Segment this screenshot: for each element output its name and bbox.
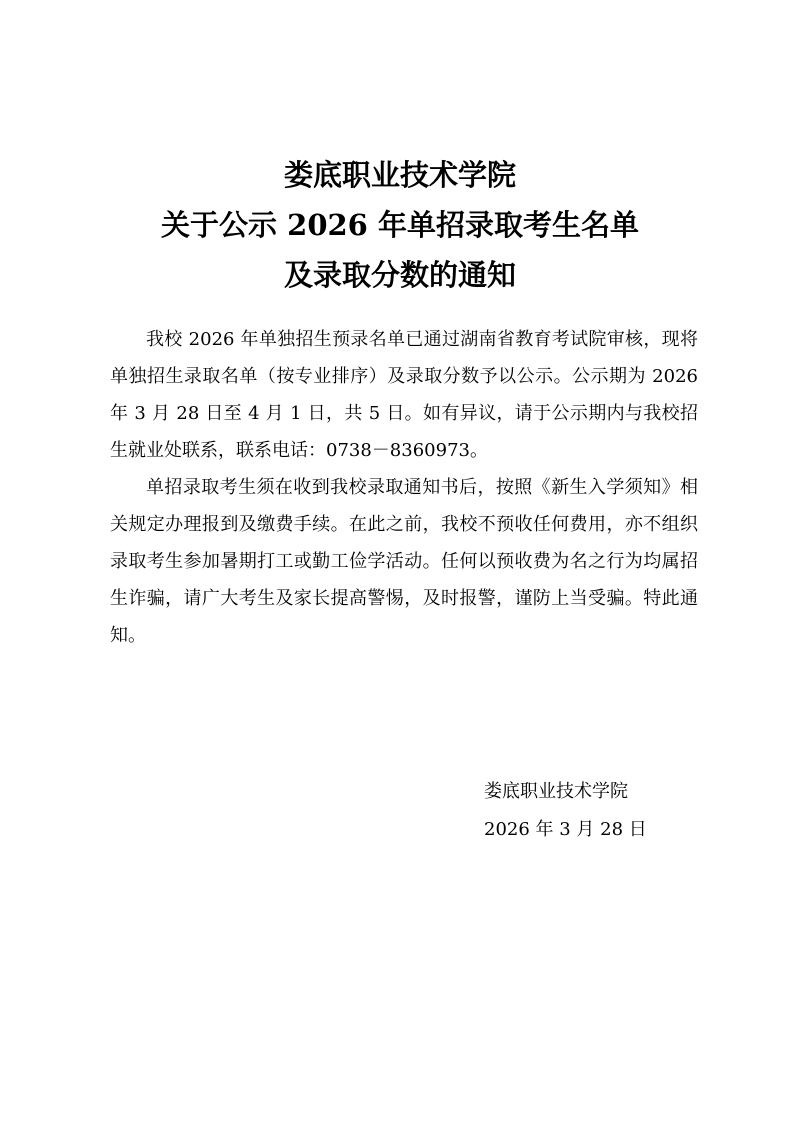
- paragraph-1: 我校 2026 年单独招生预录名单已通过湖南省教育考试院审核，现将单独招生录取名单（按专业排序）及录取分数予以公示。公示期为 2026 年 3 月 28 日至 4 月 1 日，共 5 日。如有异议，请于公示期内与我校招生就业处联系，联系电话：0738－8360973。: [110, 329, 704, 461]
- paragraph-2: 单招录取考生须在收到我校录取通知书后，按照《新生入学须知》相关规定办理报到及缴费手续。在此之前，我校不预收任何费用，亦不组织录取考生参加暑期打工或勤工俭学活动。任何以预收费为名之行为均属招生诈骗，请广大考生及家长提高警惕，及时报警，谨防上当受骗。特此通知。: [110, 477, 698, 646]
- title-line-1: 娄底职业技术学院: [283, 158, 516, 192]
- signature-block: [484, 773, 647, 849]
- title-line-3: 及录取分数的通知: [283, 258, 516, 292]
- document-body: [110, 321, 704, 654]
- signature-date: 2026 年 3 月 28 日: [484, 819, 647, 840]
- title-line-2: 关于公示 2026 年单招录取考生名单: [161, 208, 639, 242]
- document-title: [0, 150, 800, 300]
- signature-organization: 娄底职业技术学院: [484, 781, 628, 802]
